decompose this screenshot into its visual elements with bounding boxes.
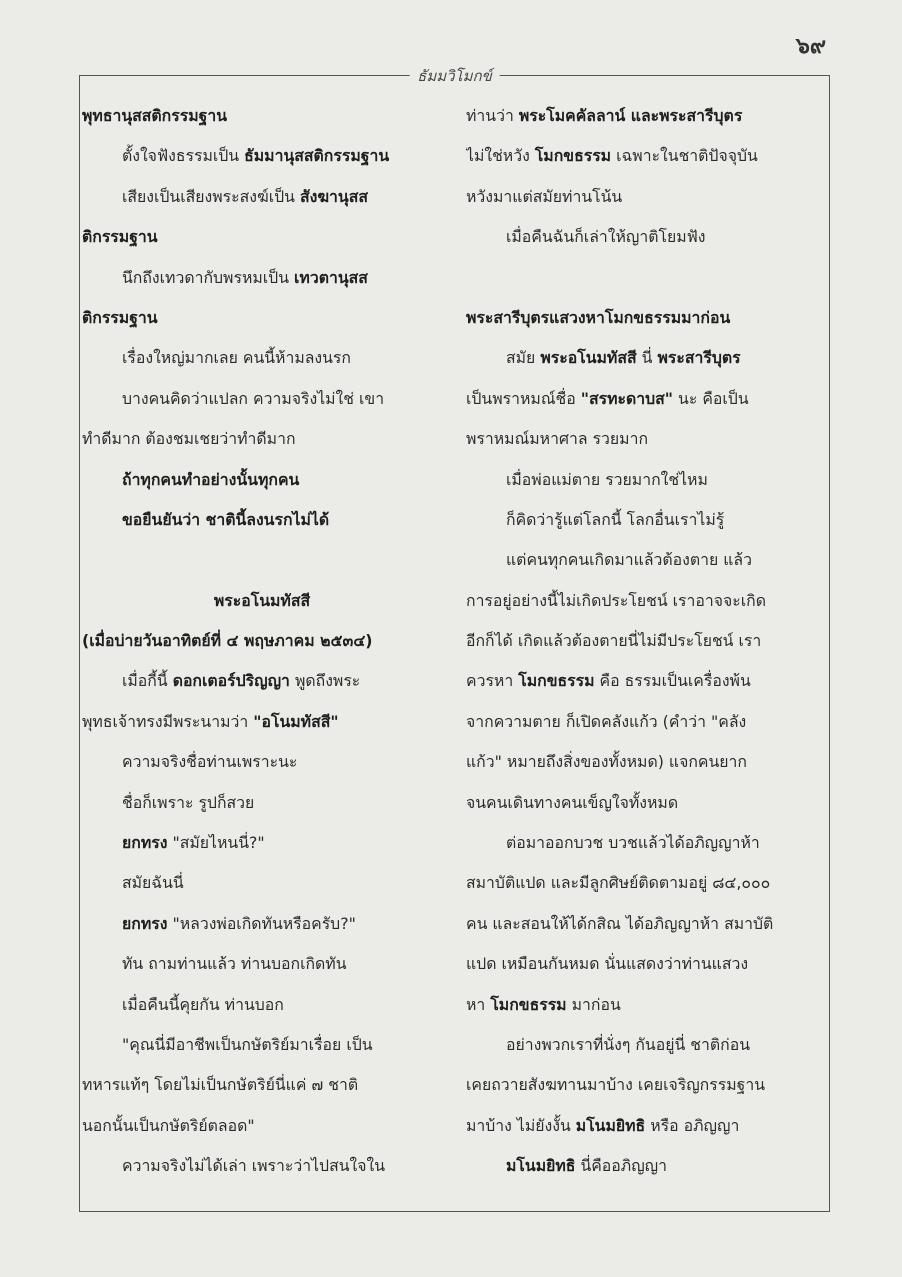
text-line <box>466 96 826 136</box>
text-line <box>82 177 442 217</box>
text-segment: ความจริงชื่อท่านเพราะนะ <box>122 752 298 772</box>
text-line <box>466 1146 826 1186</box>
text-segment: ต่อมาออกบวช บวชแล้วได้อภิญญาห้า <box>506 833 760 853</box>
text-line <box>82 1025 442 1065</box>
bold-text: ดอกเตอร์ปริญญา <box>172 671 290 691</box>
text-segment: มาบ้าง ไม่ยังงั้น <box>466 1115 576 1135</box>
bold-text: "สรทะดาบส" <box>580 388 674 408</box>
text-line <box>466 783 826 823</box>
text-line <box>82 742 442 782</box>
text-line <box>466 823 826 863</box>
text-segment: เคยถวายสังฆทานมาบ้าง เคยเจริญกรรมฐาน <box>466 1075 766 1095</box>
text-segment: มาก่อน <box>566 994 621 1014</box>
text-line <box>466 1065 826 1105</box>
text-line <box>82 96 442 136</box>
text-segment: เสียงเป็นเสียงพระสงฆ์เป็น <box>122 186 300 206</box>
text-line <box>466 581 826 621</box>
bold-text: สังฆานุสส <box>299 186 369 206</box>
text-segment: แปด เหมือนกันหมด นั่นแสดงว่าท่านแสวง <box>466 954 749 974</box>
text-line <box>466 742 826 782</box>
bold-text: ยกทรง <box>122 833 168 853</box>
text-line <box>82 460 442 500</box>
header-title: ธัมมวิโมกข์ <box>409 64 500 88</box>
text-segment: พุทธเจ้าทรงมีพระนามว่า <box>82 711 254 731</box>
text-line <box>466 904 826 944</box>
text-segment: นึกถึงเทวดากับพรหมเป็น <box>122 267 295 287</box>
text-line <box>466 985 826 1025</box>
text-segment: "หลวงพ่อเกิดทันหรือครับ?" <box>167 913 356 933</box>
page-number: ๖๙ <box>795 34 826 59</box>
bold-text: (เมื่อบ่ายวันอาทิตย์ที่ ๔ พฤษภาคม ๒๕๓๔) <box>82 631 373 651</box>
text-line <box>82 904 442 944</box>
bold-text: โมกขธรรม <box>534 146 612 166</box>
text-segment: แก้ว" หมายถึงสิ่งของทั้งหมด) แจกคนยาก <box>466 752 747 772</box>
bold-text: มโนมยิทธิ <box>506 1156 576 1176</box>
text-segment: เรื่องใหญ่มากเลย คนนี้ห้ามลงนรก <box>122 348 351 368</box>
bold-text: พระอโนมทัสสี <box>540 348 637 368</box>
text-segment: ทำดีมาก ต้องชมเชยว่าทำดีมาก <box>82 429 296 449</box>
text-segment: "คุณนี่มีอาชีพเป็นกษัตริย์มาเรื่อย เป็น <box>122 1034 373 1054</box>
text-line <box>82 338 442 378</box>
text-line <box>466 540 826 580</box>
text-line <box>82 258 442 298</box>
bold-text: ยกทรง <box>122 913 168 933</box>
text-line <box>466 338 826 378</box>
bold-text: พระอโนมทัสสี <box>213 590 311 610</box>
text-segment: ชื่อก็เพราะ รูปก็สวย <box>122 792 255 812</box>
bold-text: เทวตานุสส <box>294 267 368 287</box>
text-line <box>466 217 826 257</box>
text-line <box>466 460 826 500</box>
text-segment: สมัย <box>506 348 541 368</box>
bold-text: ขอยืนยันว่า ชาตินี้ลงนรกไม่ได้ <box>122 509 330 529</box>
text-segment: พูดถึงพระ <box>289 671 361 691</box>
text-line <box>466 177 826 217</box>
text-segment: ทัน ถามท่านแล้ว ท่านบอกเกิดทัน <box>122 954 347 974</box>
text-line <box>466 1025 826 1065</box>
text-segment: ไม่ใช่หวัง <box>466 146 535 166</box>
text-line <box>466 298 826 338</box>
text-line <box>466 1106 826 1146</box>
text-line <box>82 1106 442 1146</box>
text-segment: ความจริงไม่ได้เล่า เพราะว่าไปสนใจใน <box>122 1156 385 1176</box>
left-column <box>82 96 442 1187</box>
bold-text: ติกรรมฐาน <box>82 307 158 327</box>
right-column <box>466 96 826 1187</box>
text-segment: คน และสอนให้ได้กสิณ ได้อภิญญาห้า สมาบัติ <box>466 913 774 933</box>
text-line <box>82 661 442 701</box>
text-line <box>82 823 442 863</box>
text-segment: นี่คืออภิญญา <box>575 1156 667 1176</box>
text-line <box>82 985 442 1025</box>
text-segment: เป็นพราหมณ์ชื่อ <box>466 388 581 408</box>
text-segment: ท่านว่า <box>466 106 519 125</box>
text-line <box>466 419 826 459</box>
text-segment: ตั้งใจฟังธรรมเป็น <box>122 146 245 166</box>
text-line <box>466 258 826 298</box>
text-line <box>82 863 442 903</box>
text-segment: นี่ <box>636 348 658 368</box>
text-segment: นะ คือเป็น <box>673 388 749 408</box>
bold-text: "อโนมทัสสี" <box>253 711 339 731</box>
text-segment: ทหารแท้ๆ โดยไม่เป็นกษัตริย์นี่แค่ ๗ ชาติ <box>82 1075 359 1095</box>
text-line <box>466 621 826 661</box>
text-segment: เมื่อพ่อแม่ตาย รวยมากใช่ไหม <box>506 469 708 489</box>
text-segment: บางคนคิดว่าแปลก ความจริงไม่ใช่ เขา <box>122 388 385 408</box>
text-segment: หรือ อภิญญา <box>645 1115 740 1135</box>
bold-text: พระสารีบุตร <box>657 348 741 368</box>
bold-text: โมกขธรรม <box>518 671 595 691</box>
text-line <box>82 944 442 984</box>
text-segment: สมัยฉันนี่ <box>122 873 184 893</box>
text-segment: เมื่อคืนฉันก็เล่าให้ญาติโยมฟัง <box>506 227 706 247</box>
text-segment: อีกก็ได้ เกิดแล้วต้องตายนี่ไม่มีประโยชน์ เรา <box>466 631 762 651</box>
bold-text: มโนมยิทธิ <box>575 1115 646 1135</box>
bold-text: ถ้าทุกคนทำอย่างนั้นทุกคน <box>122 469 300 489</box>
text-line <box>82 419 442 459</box>
text-segment: แต่คนทุกคนเกิดมาแล้วต้องตาย แล้ว <box>506 550 752 570</box>
text-segment: คือ ธรรมเป็นเครื่องพ้น <box>594 671 751 691</box>
text-segment: พราหมณ์มหาศาล รวยมาก <box>466 429 649 449</box>
text-line <box>82 1146 442 1186</box>
text-line <box>82 217 442 257</box>
text-line <box>466 661 826 701</box>
text-line <box>466 944 826 984</box>
text-line <box>82 783 442 823</box>
text-line <box>82 702 442 742</box>
text-segment: จนคนเดินทางคนเข็ญใจทั้งหมด <box>466 792 679 812</box>
text-segment: สมาบัติแปด และมีลูกศิษย์ติดตามอยู่ ๘๔,๐๐๐ <box>466 873 771 893</box>
text-line <box>82 621 442 661</box>
text-line <box>466 379 826 419</box>
text-segment: หา <box>466 994 491 1014</box>
text-segment: จากความตาย ก็เปิดคลังแก้ว (คำว่า "คลัง <box>466 711 747 731</box>
text-line <box>82 298 442 338</box>
text-line <box>466 863 826 903</box>
text-segment: ควรหา <box>466 671 519 691</box>
text-segment: เมื่อกี้นี้ <box>122 671 173 691</box>
bold-text: พุทธานุสสติกรรมฐาน <box>82 106 228 125</box>
text-line <box>466 702 826 742</box>
bold-text: ธัมมานุสสติกรรมฐาน <box>244 146 390 166</box>
bold-text: โมกขธรรม <box>490 994 567 1014</box>
text-line <box>82 581 442 621</box>
text-segment: "สมัยไหนนี่?" <box>167 833 265 853</box>
text-line <box>82 500 442 540</box>
text-line <box>82 1065 442 1105</box>
bold-text: พระโมคคัลลาน์ และพระสารีบุตร <box>518 106 743 125</box>
text-line <box>466 136 826 176</box>
text-segment: ก็คิดว่ารู้แต่โลกนี้ โลกอื่นเราไม่รู้ <box>506 509 725 529</box>
text-segment: อย่างพวกเราที่นั่งๆ กันอยู่นี่ ชาติก่อน <box>506 1034 750 1054</box>
text-segment: หวังมาแต่สมัยท่านโน้น <box>466 186 623 206</box>
text-line <box>82 540 442 580</box>
text-segment: เมื่อคืนนี้คุยกัน ท่านบอก <box>122 994 284 1014</box>
text-line <box>82 379 442 419</box>
text-line <box>466 500 826 540</box>
bold-text: ติกรรมฐาน <box>82 227 158 247</box>
text-line <box>82 136 442 176</box>
bold-text: พระสารีบุตรแสวงหาโมกขธรรมมาก่อน <box>466 307 731 327</box>
text-segment: นอกนั้นเป็นกษัตริย์ตลอด" <box>82 1115 255 1135</box>
text-segment: เฉพาะในชาติปัจจุบัน <box>611 146 758 166</box>
text-segment: การอยู่อย่างนี้ไม่เกิดประโยชน์ เราอาจจะเกิด <box>466 590 766 610</box>
